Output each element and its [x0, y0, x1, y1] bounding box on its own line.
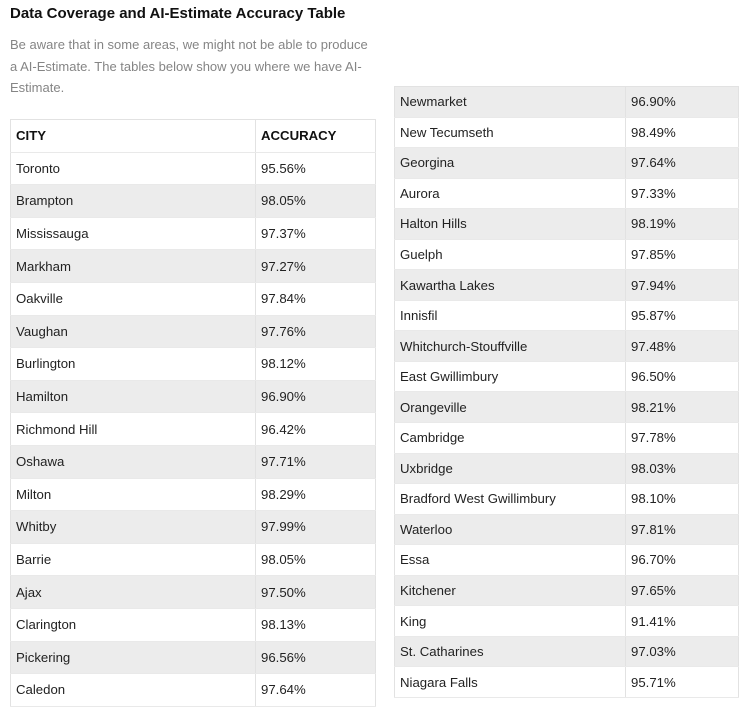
city-cell: Oakville [11, 282, 256, 315]
accuracy-cell: 98.03% [626, 453, 739, 484]
accuracy-cell: 98.19% [626, 209, 739, 240]
city-cell: Orangeville [395, 392, 626, 423]
city-cell: Waterloo [395, 514, 626, 545]
table-row [395, 270, 739, 301]
accuracy-table-right [394, 86, 739, 698]
accuracy-cell: 97.76% [256, 315, 376, 348]
table-row [395, 300, 739, 331]
city-cell: Uxbridge [395, 453, 626, 484]
city-cell: East Gwillimbury [395, 361, 626, 392]
table-row [395, 484, 739, 515]
city-cell: Kitchener [395, 575, 626, 606]
city-cell: Essa [395, 545, 626, 576]
accuracy-cell: 91.41% [626, 606, 739, 637]
city-cell: Ajax [11, 576, 256, 609]
table-row [395, 514, 739, 545]
table-body-right [395, 87, 739, 698]
table-row [395, 87, 739, 118]
table-row [11, 478, 376, 511]
city-cell: Barrie [11, 543, 256, 576]
accuracy-cell: 97.48% [626, 331, 739, 362]
accuracy-cell: 96.56% [256, 641, 376, 674]
table-header-row [11, 120, 376, 153]
accuracy-cell: 95.71% [626, 667, 739, 698]
table-row [11, 413, 376, 446]
accuracy-cell: 96.90% [256, 380, 376, 413]
table-row [11, 445, 376, 478]
city-cell: Vaughan [11, 315, 256, 348]
table-row [11, 511, 376, 544]
accuracy-table-left [10, 119, 376, 707]
table-row [395, 423, 739, 454]
city-cell: Mississauga [11, 217, 256, 250]
table-row [395, 117, 739, 148]
table-row [11, 608, 376, 641]
table-body-left [11, 152, 376, 706]
accuracy-cell: 96.50% [626, 361, 739, 392]
accuracy-cell: 98.29% [256, 478, 376, 511]
accuracy-cell: 98.13% [256, 608, 376, 641]
table-row [395, 392, 739, 423]
table-row [395, 545, 739, 576]
accuracy-cell: 97.78% [626, 423, 739, 454]
accuracy-cell: 97.64% [626, 148, 739, 179]
city-cell: Brampton [11, 185, 256, 218]
table-row [395, 239, 739, 270]
city-cell: Whitby [11, 511, 256, 544]
city-cell: Newmarket [395, 87, 626, 118]
table-row [11, 152, 376, 185]
city-cell: Cambridge [395, 423, 626, 454]
city-cell: St. Catharines [395, 636, 626, 667]
table-row [11, 380, 376, 413]
accuracy-cell: 97.37% [256, 217, 376, 250]
table-row [395, 453, 739, 484]
table-row [11, 282, 376, 315]
accuracy-cell: 96.42% [256, 413, 376, 446]
accuracy-cell: 97.84% [256, 282, 376, 315]
city-column-header: CITY [11, 120, 256, 153]
city-cell: Halton Hills [395, 209, 626, 240]
city-cell: King [395, 606, 626, 637]
accuracy-cell: 97.50% [256, 576, 376, 609]
city-cell: Toronto [11, 152, 256, 185]
city-cell: Hamilton [11, 380, 256, 413]
accuracy-cell: 98.05% [256, 185, 376, 218]
city-cell: Aurora [395, 178, 626, 209]
table-row [395, 148, 739, 179]
city-cell: Caledon [11, 674, 256, 707]
city-cell: Kawartha Lakes [395, 270, 626, 301]
table-row [11, 348, 376, 381]
table-row [11, 185, 376, 218]
table-row [395, 209, 739, 240]
description-text: Be aware that in some areas, we might not be able to produce a AI-Estimate. The tables below show you where we have AI-Estimate. [10, 37, 368, 95]
accuracy-cell: 97.71% [256, 445, 376, 478]
city-cell: Georgina [395, 148, 626, 179]
accuracy-cell: 95.87% [626, 300, 739, 331]
accuracy-cell: 97.33% [626, 178, 739, 209]
table-row [395, 606, 739, 637]
table-row [395, 331, 739, 362]
city-cell: Clarington [11, 608, 256, 641]
accuracy-cell: 97.03% [626, 636, 739, 667]
page-title: Data Coverage and AI-Estimate Accuracy Table [10, 5, 346, 22]
city-cell: Burlington [11, 348, 256, 381]
city-cell: Pickering [11, 641, 256, 674]
accuracy-cell: 98.21% [626, 392, 739, 423]
accuracy-cell: 98.05% [256, 543, 376, 576]
table-row [395, 636, 739, 667]
accuracy-cell: 98.10% [626, 484, 739, 515]
city-cell: Oshawa [11, 445, 256, 478]
table-row [11, 543, 376, 576]
accuracy-cell: 96.90% [626, 87, 739, 118]
city-cell: New Tecumseth [395, 117, 626, 148]
table-row [11, 217, 376, 250]
city-cell: Markham [11, 250, 256, 283]
accuracy-cell: 97.81% [626, 514, 739, 545]
accuracy-cell: 98.49% [626, 117, 739, 148]
city-cell: Whitchurch-Stouffville [395, 331, 626, 362]
table-row [11, 641, 376, 674]
accuracy-cell: 97.27% [256, 250, 376, 283]
accuracy-cell: 98.12% [256, 348, 376, 381]
table-row [11, 315, 376, 348]
accuracy-cell: 96.70% [626, 545, 739, 576]
city-cell: Guelph [395, 239, 626, 270]
accuracy-cell: 97.99% [256, 511, 376, 544]
table-row [395, 667, 739, 698]
city-cell: Bradford West Gwillimbury [395, 484, 626, 515]
table-row [11, 250, 376, 283]
city-cell: Niagara Falls [395, 667, 626, 698]
accuracy-cell: 95.56% [256, 152, 376, 185]
table-row [395, 575, 739, 606]
accuracy-cell: 97.85% [626, 239, 739, 270]
accuracy-cell: 97.65% [626, 575, 739, 606]
table-row [11, 674, 376, 707]
accuracy-cell: 97.64% [256, 674, 376, 707]
accuracy-column-header: ACCURACY [256, 120, 376, 153]
city-cell: Richmond Hill [11, 413, 256, 446]
table-row [395, 361, 739, 392]
accuracy-cell: 97.94% [626, 270, 739, 301]
city-cell: Innisfil [395, 300, 626, 331]
table-row [395, 178, 739, 209]
city-cell: Milton [11, 478, 256, 511]
table-row [11, 576, 376, 609]
